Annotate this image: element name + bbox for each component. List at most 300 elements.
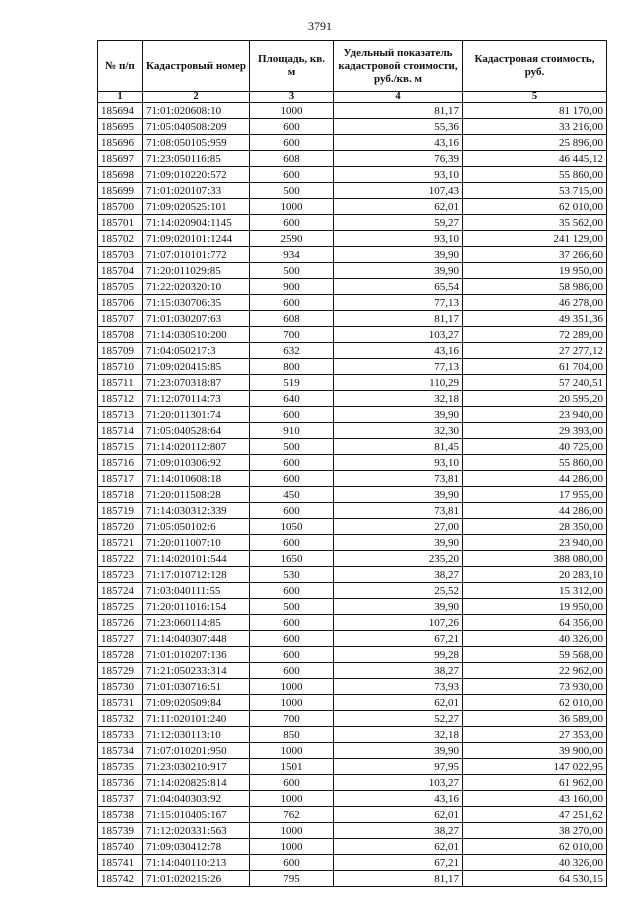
table-row xyxy=(98,647,607,663)
unit-value-cell: 39,90 xyxy=(334,535,463,551)
table-row xyxy=(98,407,607,423)
area-cell: 632 xyxy=(250,343,334,359)
unit-value-cell: 235,20 xyxy=(334,551,463,567)
cadastral-value-cell: 46 445,12 xyxy=(463,151,607,167)
row-number-cell: 185705 xyxy=(98,279,143,295)
cadastral-number-cell: 71:23:050116:85 xyxy=(143,151,250,167)
area-cell: 600 xyxy=(250,119,334,135)
area-cell: 600 xyxy=(250,583,334,599)
unit-value-cell: 77,13 xyxy=(334,359,463,375)
table-row xyxy=(98,487,607,503)
row-number-cell: 185709 xyxy=(98,343,143,359)
area-cell: 934 xyxy=(250,247,334,263)
cadastral-number-cell: 71:01:020107:33 xyxy=(143,183,250,199)
cadastral-number-cell: 71:14:040110:213 xyxy=(143,855,250,871)
unit-value-cell: 81,45 xyxy=(334,439,463,455)
row-number-cell: 185700 xyxy=(98,199,143,215)
area-cell: 762 xyxy=(250,807,334,823)
cadastral-value-cell: 40 326,00 xyxy=(463,855,607,871)
cadastral-number-cell: 71:09:020525:101 xyxy=(143,199,250,215)
cadastral-number-cell: 71:11:020101:240 xyxy=(143,711,250,727)
area-cell: 900 xyxy=(250,279,334,295)
table-row xyxy=(98,375,607,391)
cadastral-number-cell: 71:07:010101:772 xyxy=(143,247,250,263)
cadastral-number-cell: 71:22:020320:10 xyxy=(143,279,250,295)
table-row xyxy=(98,583,607,599)
cadastral-value-table xyxy=(97,40,607,887)
unit-value-cell: 93,10 xyxy=(334,167,463,183)
area-cell: 600 xyxy=(250,471,334,487)
cadastral-value-cell: 53 715,00 xyxy=(463,183,607,199)
unit-value-cell: 59,27 xyxy=(334,215,463,231)
column-number: 4 xyxy=(334,92,463,103)
area-cell: 519 xyxy=(250,375,334,391)
area-cell: 600 xyxy=(250,647,334,663)
table-row xyxy=(98,823,607,839)
table-row xyxy=(98,599,607,615)
table-row xyxy=(98,103,607,119)
row-number-cell: 185713 xyxy=(98,407,143,423)
table-row xyxy=(98,247,607,263)
table-row xyxy=(98,263,607,279)
row-number-cell: 185722 xyxy=(98,551,143,567)
table-row xyxy=(98,791,607,807)
unit-value-cell: 39,90 xyxy=(334,599,463,615)
row-number-cell: 185703 xyxy=(98,247,143,263)
row-number-cell: 185711 xyxy=(98,375,143,391)
cadastral-number-cell: 71:14:030510:200 xyxy=(143,327,250,343)
unit-value-cell: 103,27 xyxy=(334,775,463,791)
table-row xyxy=(98,279,607,295)
row-number-cell: 185737 xyxy=(98,791,143,807)
area-cell: 600 xyxy=(250,455,334,471)
cadastral-number-cell: 71:20:011508:28 xyxy=(143,487,250,503)
cadastral-number-cell: 71:15:030706:35 xyxy=(143,295,250,311)
area-cell: 1000 xyxy=(250,679,334,695)
cadastral-number-cell: 71:20:011016:154 xyxy=(143,599,250,615)
unit-value-cell: 43,16 xyxy=(334,343,463,359)
table-row xyxy=(98,119,607,135)
area-cell: 600 xyxy=(250,407,334,423)
column-number: 3 xyxy=(250,92,334,103)
row-number-cell: 185707 xyxy=(98,311,143,327)
table-row xyxy=(98,839,607,855)
area-cell: 795 xyxy=(250,871,334,887)
row-number-cell: 185720 xyxy=(98,519,143,535)
row-number-cell: 185738 xyxy=(98,807,143,823)
unit-value-cell: 38,27 xyxy=(334,567,463,583)
cadastral-number-cell: 71:12:020331:563 xyxy=(143,823,250,839)
cadastral-value-cell: 147 022,95 xyxy=(463,759,607,775)
row-number-cell: 185726 xyxy=(98,615,143,631)
cadastral-value-cell: 64 356,00 xyxy=(463,615,607,631)
header-row-number: № п/п xyxy=(98,41,143,92)
area-cell: 800 xyxy=(250,359,334,375)
row-number-cell: 185697 xyxy=(98,151,143,167)
cadastral-value-cell: 23 940,00 xyxy=(463,407,607,423)
cadastral-value-cell: 43 160,00 xyxy=(463,791,607,807)
unit-value-cell: 38,27 xyxy=(334,823,463,839)
cadastral-value-cell: 62 010,00 xyxy=(463,839,607,855)
cadastral-value-cell: 81 170,00 xyxy=(463,103,607,119)
table-row xyxy=(98,711,607,727)
cadastral-number-cell: 71:14:020904:1145 xyxy=(143,215,250,231)
cadastral-value-cell: 62 010,00 xyxy=(463,695,607,711)
row-number-cell: 185701 xyxy=(98,215,143,231)
table-row xyxy=(98,151,607,167)
area-cell: 500 xyxy=(250,599,334,615)
cadastral-value-cell: 29 393,00 xyxy=(463,423,607,439)
cadastral-value-cell: 33 216,00 xyxy=(463,119,607,135)
cadastral-value-cell: 58 986,00 xyxy=(463,279,607,295)
area-cell: 1000 xyxy=(250,103,334,119)
cadastral-value-cell: 19 950,00 xyxy=(463,263,607,279)
cadastral-value-cell: 59 568,00 xyxy=(463,647,607,663)
cadastral-number-cell: 71:09:010220:572 xyxy=(143,167,250,183)
unit-value-cell: 73,93 xyxy=(334,679,463,695)
cadastral-value-cell: 36 589,00 xyxy=(463,711,607,727)
header-cadastral-number: Кадастровый номер xyxy=(143,41,250,92)
table-row xyxy=(98,359,607,375)
unit-value-cell: 73,81 xyxy=(334,471,463,487)
cadastral-number-cell: 71:14:020101:544 xyxy=(143,551,250,567)
cadastral-number-cell: 71:04:050217:3 xyxy=(143,343,250,359)
area-cell: 600 xyxy=(250,503,334,519)
column-number: 5 xyxy=(463,92,607,103)
cadastral-number-cell: 71:09:020415:85 xyxy=(143,359,250,375)
cadastral-value-cell: 35 562,00 xyxy=(463,215,607,231)
row-number-cell: 185735 xyxy=(98,759,143,775)
unit-value-cell: 103,27 xyxy=(334,327,463,343)
cadastral-number-cell: 71:05:040528:64 xyxy=(143,423,250,439)
area-cell: 1650 xyxy=(250,551,334,567)
cadastral-value-cell: 25 896,00 xyxy=(463,135,607,151)
row-number-cell: 185714 xyxy=(98,423,143,439)
table-row xyxy=(98,231,607,247)
unit-value-cell: 62,01 xyxy=(334,199,463,215)
table-body xyxy=(98,103,607,887)
cadastral-value-cell: 49 351,36 xyxy=(463,311,607,327)
cadastral-value-cell: 20 595,20 xyxy=(463,391,607,407)
cadastral-number-cell: 71:23:070318:87 xyxy=(143,375,250,391)
cadastral-number-cell: 71:01:010207:136 xyxy=(143,647,250,663)
table-row xyxy=(98,615,607,631)
row-number-cell: 185741 xyxy=(98,855,143,871)
table-row xyxy=(98,215,607,231)
header-unit-value: Удельный показатель кадастровой стоимости, руб./кв. м xyxy=(334,41,463,92)
cadastral-value-cell: 55 860,00 xyxy=(463,455,607,471)
row-number-cell: 185704 xyxy=(98,263,143,279)
row-number-cell: 185708 xyxy=(98,327,143,343)
cadastral-number-cell: 71:17:010712:128 xyxy=(143,567,250,583)
unit-value-cell: 107,43 xyxy=(334,183,463,199)
table-row xyxy=(98,327,607,343)
cadastral-number-cell: 71:08:050105:959 xyxy=(143,135,250,151)
cadastral-number-cell: 71:12:070114:73 xyxy=(143,391,250,407)
header-area: Площадь, кв. м xyxy=(250,41,334,92)
cadastral-value-cell: 19 950,00 xyxy=(463,599,607,615)
cadastral-number-cell: 71:01:020215:26 xyxy=(143,871,250,887)
area-cell: 600 xyxy=(250,855,334,871)
cadastral-value-cell: 17 955,00 xyxy=(463,487,607,503)
cadastral-value-cell: 64 530,15 xyxy=(463,871,607,887)
table-row xyxy=(98,807,607,823)
area-cell: 1501 xyxy=(250,759,334,775)
table-row xyxy=(98,535,607,551)
area-cell: 910 xyxy=(250,423,334,439)
cadastral-value-cell: 27 277,12 xyxy=(463,343,607,359)
cadastral-number-cell: 71:20:011007:10 xyxy=(143,535,250,551)
table-row xyxy=(98,743,607,759)
cadastral-number-cell: 71:21:050233:314 xyxy=(143,663,250,679)
unit-value-cell: 73,81 xyxy=(334,503,463,519)
cadastral-number-cell: 71:04:040303:92 xyxy=(143,791,250,807)
table-row xyxy=(98,295,607,311)
unit-value-cell: 32,18 xyxy=(334,727,463,743)
area-cell: 500 xyxy=(250,439,334,455)
cadastral-value-cell: 44 286,00 xyxy=(463,471,607,487)
table-row xyxy=(98,423,607,439)
cadastral-number-cell: 71:23:060114:85 xyxy=(143,615,250,631)
area-cell: 450 xyxy=(250,487,334,503)
row-number-cell: 185721 xyxy=(98,535,143,551)
row-number-cell: 185730 xyxy=(98,679,143,695)
page-number: 3791 xyxy=(308,19,332,33)
table-row xyxy=(98,439,607,455)
area-cell: 608 xyxy=(250,311,334,327)
unit-value-cell: 62,01 xyxy=(334,839,463,855)
cadastral-value-cell: 57 240,51 xyxy=(463,375,607,391)
row-number-cell: 185712 xyxy=(98,391,143,407)
row-number-cell: 185731 xyxy=(98,695,143,711)
area-cell: 600 xyxy=(250,631,334,647)
table-row xyxy=(98,311,607,327)
column-number: 1 xyxy=(98,92,143,103)
area-cell: 500 xyxy=(250,263,334,279)
cadastral-value-cell: 73 930,00 xyxy=(463,679,607,695)
area-cell: 600 xyxy=(250,535,334,551)
area-cell: 600 xyxy=(250,295,334,311)
cadastral-number-cell: 71:20:011029:85 xyxy=(143,263,250,279)
cadastral-number-cell: 71:14:030312:339 xyxy=(143,503,250,519)
unit-value-cell: 52,27 xyxy=(334,711,463,727)
unit-value-cell: 39,90 xyxy=(334,263,463,279)
area-cell: 500 xyxy=(250,183,334,199)
unit-value-cell: 67,21 xyxy=(334,855,463,871)
area-cell: 530 xyxy=(250,567,334,583)
row-number-cell: 185695 xyxy=(98,119,143,135)
table-row xyxy=(98,391,607,407)
header-cadastral-value: Кадастровая стоимость, руб. xyxy=(463,41,607,92)
cadastral-value-cell: 61 962,00 xyxy=(463,775,607,791)
cadastral-value-cell: 46 278,00 xyxy=(463,295,607,311)
unit-value-cell: 76,39 xyxy=(334,151,463,167)
table-header-row xyxy=(98,41,607,92)
cadastral-value-cell: 40 326,00 xyxy=(463,631,607,647)
area-cell: 608 xyxy=(250,151,334,167)
row-number-cell: 185702 xyxy=(98,231,143,247)
area-cell: 600 xyxy=(250,775,334,791)
table-row xyxy=(98,679,607,695)
cadastral-value-cell: 72 289,00 xyxy=(463,327,607,343)
cadastral-value-cell: 62 010,00 xyxy=(463,199,607,215)
area-cell: 700 xyxy=(250,327,334,343)
cadastral-number-cell: 71:14:040307:448 xyxy=(143,631,250,647)
row-number-cell: 185732 xyxy=(98,711,143,727)
unit-value-cell: 39,90 xyxy=(334,743,463,759)
cadastral-number-cell: 71:15:010405:167 xyxy=(143,807,250,823)
cadastral-value-cell: 37 266,60 xyxy=(463,247,607,263)
cadastral-number-cell: 71:14:020825:814 xyxy=(143,775,250,791)
cadastral-number-cell: 71:07:010201:950 xyxy=(143,743,250,759)
cadastral-number-cell: 71:09:020509:84 xyxy=(143,695,250,711)
row-number-cell: 185698 xyxy=(98,167,143,183)
area-cell: 1000 xyxy=(250,823,334,839)
unit-value-cell: 77,13 xyxy=(334,295,463,311)
column-number: 2 xyxy=(143,92,250,103)
row-number-cell: 185739 xyxy=(98,823,143,839)
row-number-cell: 185725 xyxy=(98,599,143,615)
unit-value-cell: 32,18 xyxy=(334,391,463,407)
table-row xyxy=(98,631,607,647)
unit-value-cell: 39,90 xyxy=(334,247,463,263)
table-row xyxy=(98,167,607,183)
cadastral-number-cell: 71:09:020101:1244 xyxy=(143,231,250,247)
unit-value-cell: 97,95 xyxy=(334,759,463,775)
row-number-cell: 185694 xyxy=(98,103,143,119)
unit-value-cell: 110,29 xyxy=(334,375,463,391)
unit-value-cell: 32,30 xyxy=(334,423,463,439)
row-number-cell: 185718 xyxy=(98,487,143,503)
unit-value-cell: 99,28 xyxy=(334,647,463,663)
cadastral-number-cell: 71:01:020608:10 xyxy=(143,103,250,119)
area-cell: 600 xyxy=(250,167,334,183)
table-row xyxy=(98,871,607,887)
table-row xyxy=(98,567,607,583)
row-number-cell: 185734 xyxy=(98,743,143,759)
unit-value-cell: 39,90 xyxy=(334,487,463,503)
row-number-cell: 185727 xyxy=(98,631,143,647)
table-row xyxy=(98,503,607,519)
table-row xyxy=(98,695,607,711)
row-number-cell: 185723 xyxy=(98,567,143,583)
table-row xyxy=(98,455,607,471)
row-number-cell: 185716 xyxy=(98,455,143,471)
table-row xyxy=(98,471,607,487)
area-cell: 700 xyxy=(250,711,334,727)
unit-value-cell: 62,01 xyxy=(334,695,463,711)
area-cell: 1000 xyxy=(250,199,334,215)
cadastral-number-cell: 71:01:030207:63 xyxy=(143,311,250,327)
row-number-cell: 185733 xyxy=(98,727,143,743)
row-number-cell: 185740 xyxy=(98,839,143,855)
unit-value-cell: 81,17 xyxy=(334,871,463,887)
cadastral-value-cell: 39 900,00 xyxy=(463,743,607,759)
unit-value-cell: 55,36 xyxy=(334,119,463,135)
cadastral-number-cell: 71:12:030113:10 xyxy=(143,727,250,743)
row-number-cell: 185696 xyxy=(98,135,143,151)
table-row xyxy=(98,199,607,215)
cadastral-value-cell: 241 129,00 xyxy=(463,231,607,247)
cadastral-value-cell: 61 704,00 xyxy=(463,359,607,375)
unit-value-cell: 38,27 xyxy=(334,663,463,679)
table-row xyxy=(98,727,607,743)
unit-value-cell: 43,16 xyxy=(334,791,463,807)
area-cell: 1000 xyxy=(250,839,334,855)
unit-value-cell: 62,01 xyxy=(334,807,463,823)
cadastral-value-cell: 27 353,00 xyxy=(463,727,607,743)
area-cell: 600 xyxy=(250,135,334,151)
unit-value-cell: 39,90 xyxy=(334,407,463,423)
table-row xyxy=(98,343,607,359)
unit-value-cell: 67,21 xyxy=(334,631,463,647)
cadastral-number-cell: 71:20:011301:74 xyxy=(143,407,250,423)
row-number-cell: 185729 xyxy=(98,663,143,679)
column-number-row xyxy=(98,92,607,103)
table-row xyxy=(98,775,607,791)
row-number-cell: 185706 xyxy=(98,295,143,311)
table-row xyxy=(98,135,607,151)
row-number-cell: 185742 xyxy=(98,871,143,887)
unit-value-cell: 81,17 xyxy=(334,103,463,119)
cadastral-number-cell: 71:09:030412:78 xyxy=(143,839,250,855)
unit-value-cell: 107,26 xyxy=(334,615,463,631)
cadastral-value-cell: 20 283,10 xyxy=(463,567,607,583)
unit-value-cell: 27,00 xyxy=(334,519,463,535)
area-cell: 2590 xyxy=(250,231,334,247)
unit-value-cell: 25,52 xyxy=(334,583,463,599)
area-cell: 850 xyxy=(250,727,334,743)
table-row xyxy=(98,855,607,871)
row-number-cell: 185736 xyxy=(98,775,143,791)
row-number-cell: 185715 xyxy=(98,439,143,455)
cadastral-number-cell: 71:14:020112:807 xyxy=(143,439,250,455)
cadastral-value-cell: 28 350,00 xyxy=(463,519,607,535)
row-number-cell: 185728 xyxy=(98,647,143,663)
cadastral-number-cell: 71:05:040508:209 xyxy=(143,119,250,135)
row-number-cell: 185699 xyxy=(98,183,143,199)
table-row xyxy=(98,519,607,535)
cadastral-value-cell: 44 286,00 xyxy=(463,503,607,519)
unit-value-cell: 43,16 xyxy=(334,135,463,151)
cadastral-value-cell: 55 860,00 xyxy=(463,167,607,183)
area-cell: 1000 xyxy=(250,743,334,759)
cadastral-number-cell: 71:01:030716:51 xyxy=(143,679,250,695)
cadastral-number-cell: 71:14:010608:18 xyxy=(143,471,250,487)
cadastral-number-cell: 71:05:050102:6 xyxy=(143,519,250,535)
cadastral-number-cell: 71:23:030210:917 xyxy=(143,759,250,775)
cadastral-number-cell: 71:09:010306:92 xyxy=(143,455,250,471)
unit-value-cell: 93,10 xyxy=(334,231,463,247)
cadastral-value-cell: 22 962,00 xyxy=(463,663,607,679)
table-row xyxy=(98,183,607,199)
unit-value-cell: 65,54 xyxy=(334,279,463,295)
area-cell: 600 xyxy=(250,615,334,631)
table-row xyxy=(98,759,607,775)
row-number-cell: 185719 xyxy=(98,503,143,519)
cadastral-value-cell: 38 270,00 xyxy=(463,823,607,839)
unit-value-cell: 93,10 xyxy=(334,455,463,471)
area-cell: 600 xyxy=(250,215,334,231)
cadastral-value-cell: 388 080,00 xyxy=(463,551,607,567)
area-cell: 600 xyxy=(250,663,334,679)
table-row xyxy=(98,663,607,679)
row-number-cell: 185710 xyxy=(98,359,143,375)
cadastral-value-cell: 23 940,00 xyxy=(463,535,607,551)
table-row xyxy=(98,551,607,567)
cadastral-number-cell: 71:03:040111:55 xyxy=(143,583,250,599)
area-cell: 1000 xyxy=(250,791,334,807)
